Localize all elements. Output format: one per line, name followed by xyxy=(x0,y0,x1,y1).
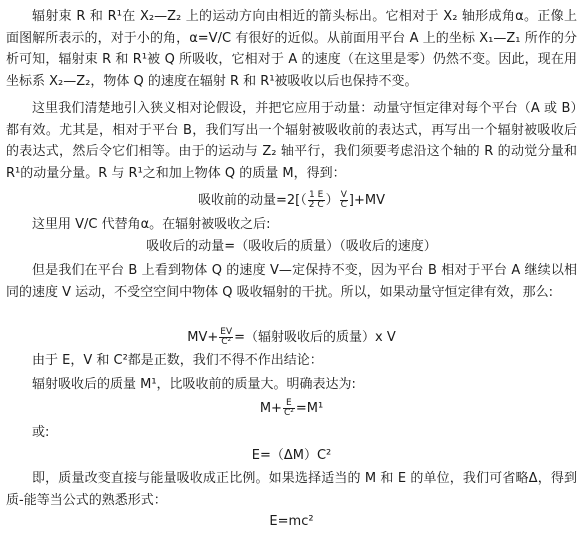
paragraph-after-absorption-intro: 这里用 V/C 代替角α。在辐射被吸收之后: xyxy=(32,217,271,232)
eq4-suffix: =M¹ xyxy=(295,401,324,416)
eq3-suffix: =（辐射吸收后的质量）x V xyxy=(234,330,396,345)
eq3-denominator: C² xyxy=(221,337,232,347)
eq4-numerator: E xyxy=(283,399,295,409)
eq3-fraction xyxy=(219,328,233,347)
eq3-numerator: EV xyxy=(220,327,233,337)
eq4-prefix: M+ xyxy=(259,401,282,416)
paragraph-momentum-assumption: 这里我们清楚地引入狭义相对论假设，并把它应用于动量：动量守恒定律对每个平台（A 或 B）都有效。尤其是，相对于平台 B，我们写出一个辐射被吸收前的表达式，再写出一个辐射被吸收后的表达式，然后令它们相等。由于的运动与 Z₂ 轴平行，我们须要考虑沿这个轴的 R 的动觉分量和 R¹的动量分量。R 与 R¹之和加上物体 Q 的质量 M，得到： xyxy=(6,101,577,181)
equation-delta-mass: E=（ΔM）C² xyxy=(251,448,332,463)
eq1-f2-denominator: C xyxy=(340,200,347,210)
eq1-f1-numerator: 1 E xyxy=(309,190,324,200)
equation-mass-energy: E=mc² xyxy=(269,514,314,529)
equation-momentum-after: 吸收后的动量=（吸收后的质量）（吸收后的速度） xyxy=(146,239,437,254)
eq1-f1-denominator: 2 C xyxy=(308,200,324,210)
eq1-fraction-2 xyxy=(340,191,348,210)
paragraph-mass-increase: 辐射吸收后的质量 M¹，比吸收前的质量大。明确表达为: xyxy=(32,377,356,392)
paragraph-proportionality: 即，质量改变直接与能量吸收成正比例。如果选择适当的 M 和 E 的单位，我们可省略Δ，得到质-能等当公式的熟悉形式： xyxy=(6,471,577,508)
paragraph-velocity-constant: 但是我们在平台 B 上看到物体 Q 的速度 V—定保持不变，因为平台 B 相对于平台 A 继续以相同的速度 V 运动，不受空空间中物体 Q 吸收辐射的干扰。所以，如果动量守恒定律有效，那么: xyxy=(6,263,577,300)
paragraph-radiation-direction: 辐射束 R 和 R¹在 X₂—Z₂ 上的运动方向由相近的箭头标出。它相对于 X₂ 轴形成角α。正像上面图解所表示的，对于小的角，α=V/C 有很好的近似。从前面用平台 A 上的坐标 X₁—Z₁ 所作的分析可知，辐射束 R 和 R¹被 Q 所吸收，它相对于 A 的速度（在这里是零）仍然不变。因此，现在用坐标系 X₂—Z₂，物体 Q 的速度在辐射 R 和 R¹被吸收以后也保持不变。 xyxy=(6,9,577,89)
eq1-suffix: ]+MV xyxy=(348,193,385,208)
equation-conservation xyxy=(0,327,583,349)
eq1-fraction-1 xyxy=(308,191,325,210)
equation-mass-relation xyxy=(0,398,583,420)
eq1-mid: ） xyxy=(325,193,339,208)
eq4-fraction xyxy=(283,399,295,418)
eq1-prefix: 吸收前的动量=2[（ xyxy=(197,193,307,208)
eq1-f2-numerator: V xyxy=(340,190,347,200)
eq3-prefix: MV+ xyxy=(187,330,219,345)
equation-momentum-before xyxy=(0,190,583,212)
eq4-denominator: C² xyxy=(283,408,294,418)
paragraph-or: 或: xyxy=(32,425,50,440)
paragraph-positive-quantities: 由于 E，V 和 C²都是正数，我们不得不作出结论： xyxy=(32,353,323,368)
